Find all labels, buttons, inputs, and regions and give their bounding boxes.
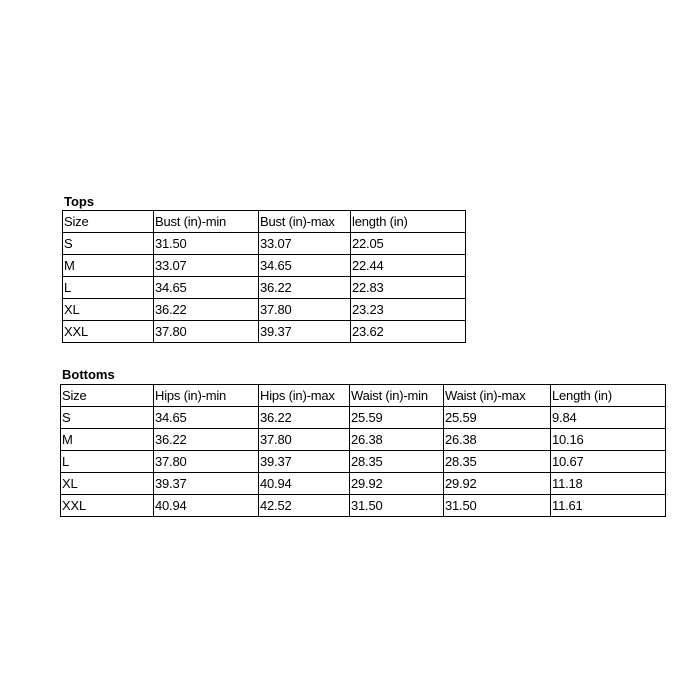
bottoms-title: Bottoms — [62, 367, 115, 382]
table-row — [61, 473, 666, 495]
table-cell: 33.07 — [154, 255, 259, 277]
size-cell: XL — [63, 299, 154, 321]
bottoms-size-table — [60, 384, 666, 517]
table-cell: 39.37 — [259, 451, 350, 473]
table-cell: 33.07 — [259, 233, 351, 255]
table-cell: 42.52 — [259, 495, 350, 517]
size-cell: XXL — [63, 321, 154, 343]
header-cell: Size — [63, 211, 154, 233]
size-cell: S — [63, 233, 154, 255]
table-row — [61, 407, 666, 429]
table-row — [63, 255, 466, 277]
table-cell: 40.94 — [259, 473, 350, 495]
table-cell: 39.37 — [154, 473, 259, 495]
header-cell: Waist (in)-max — [444, 385, 551, 407]
table-cell: 29.92 — [350, 473, 444, 495]
size-cell: XXL — [61, 495, 154, 517]
table-cell: 10.16 — [551, 429, 666, 451]
table-cell: 23.23 — [351, 299, 466, 321]
table-cell: 31.50 — [444, 495, 551, 517]
table-cell: 37.80 — [154, 451, 259, 473]
table-cell: 22.44 — [351, 255, 466, 277]
table-row — [61, 429, 666, 451]
size-cell: L — [63, 277, 154, 299]
table-cell: 36.22 — [154, 299, 259, 321]
table-header-row — [63, 211, 466, 233]
table-cell: 36.22 — [259, 407, 350, 429]
table-row — [63, 233, 466, 255]
table-cell: 31.50 — [350, 495, 444, 517]
table-cell: 11.18 — [551, 473, 666, 495]
table-cell: 37.80 — [259, 429, 350, 451]
tops-size-table — [62, 210, 466, 343]
table-cell: 28.35 — [444, 451, 551, 473]
size-cell: M — [61, 429, 154, 451]
table-header-row — [61, 385, 666, 407]
size-cell: XL — [61, 473, 154, 495]
size-cell: L — [61, 451, 154, 473]
table-cell: 37.80 — [154, 321, 259, 343]
header-cell: Size — [61, 385, 154, 407]
table-cell: 22.83 — [351, 277, 466, 299]
table-cell: 37.80 — [259, 299, 351, 321]
table-row — [63, 299, 466, 321]
header-cell: Bust (in)-min — [154, 211, 259, 233]
table-cell: 36.22 — [259, 277, 351, 299]
table-cell: 9.84 — [551, 407, 666, 429]
header-cell: Length (in) — [551, 385, 666, 407]
table-cell: 36.22 — [154, 429, 259, 451]
table-cell: 10.67 — [551, 451, 666, 473]
header-cell: Hips (in)-min — [154, 385, 259, 407]
table-cell: 29.92 — [444, 473, 551, 495]
table-cell: 39.37 — [259, 321, 351, 343]
table-row — [61, 495, 666, 517]
table-cell: 31.50 — [154, 233, 259, 255]
header-cell: Bust (in)-max — [259, 211, 351, 233]
table-cell: 23.62 — [351, 321, 466, 343]
table-cell: 34.65 — [154, 407, 259, 429]
table-cell: 11.61 — [551, 495, 666, 517]
size-cell: M — [63, 255, 154, 277]
table-cell: 26.38 — [444, 429, 551, 451]
size-cell: S — [61, 407, 154, 429]
table-cell: 26.38 — [350, 429, 444, 451]
table-cell: 22.05 — [351, 233, 466, 255]
table-cell: 34.65 — [154, 277, 259, 299]
tops-title: Tops — [64, 194, 95, 209]
table-cell: 25.59 — [444, 407, 551, 429]
header-cell: Hips (in)-max — [259, 385, 350, 407]
table-row — [61, 451, 666, 473]
table-row — [63, 277, 466, 299]
table-row — [63, 321, 466, 343]
table-cell: 28.35 — [350, 451, 444, 473]
table-cell: 34.65 — [259, 255, 351, 277]
header-cell: Waist (in)-min — [350, 385, 444, 407]
header-cell: length (in) — [351, 211, 466, 233]
table-cell: 25.59 — [350, 407, 444, 429]
table-cell: 40.94 — [154, 495, 259, 517]
